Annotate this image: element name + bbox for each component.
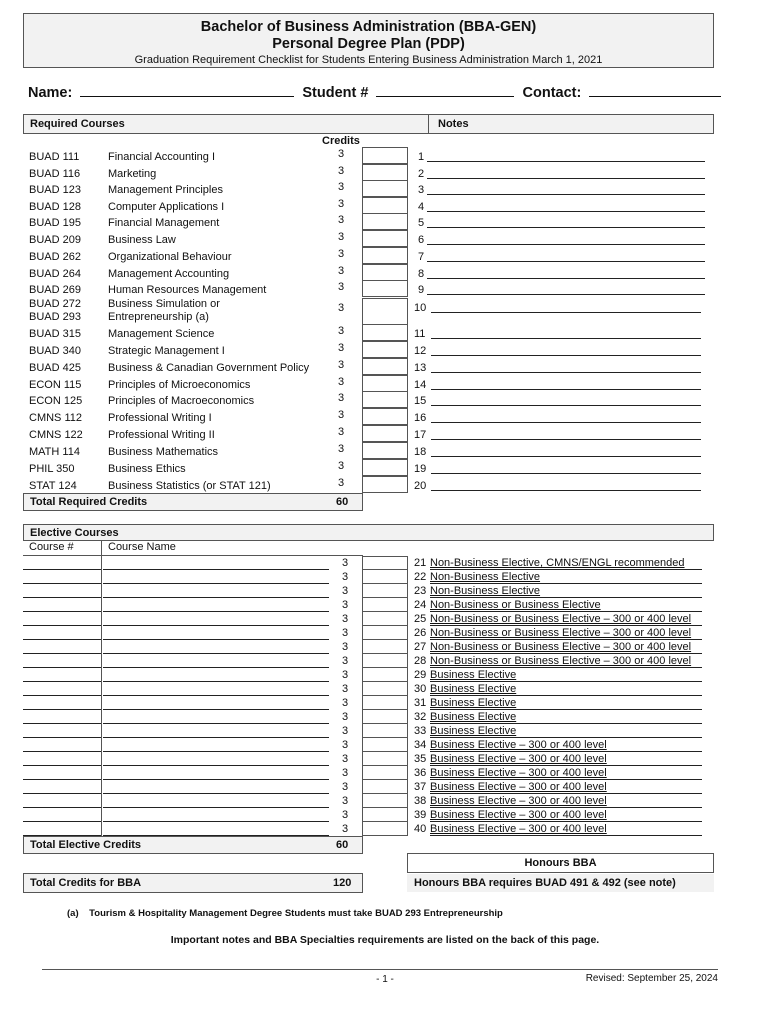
elective-grade-box[interactable]: [362, 738, 408, 752]
elective-course-name-field[interactable]: [103, 738, 329, 752]
elective-course-number-field[interactable]: [23, 710, 101, 724]
note-line[interactable]: [427, 277, 705, 279]
elective-grade-box[interactable]: [362, 556, 408, 570]
total-elective-row: [23, 836, 363, 854]
course-code: BUAD 209: [29, 234, 81, 246]
notes-header: Notes: [428, 114, 714, 134]
note-line[interactable]: [431, 311, 701, 313]
total-elective-value: 60: [336, 839, 349, 851]
elective-credits: 3: [342, 781, 349, 793]
footer-rule: [42, 969, 718, 970]
course-credits: 3: [338, 443, 345, 455]
course-name: Business Ethics: [108, 463, 186, 475]
course-code: BUAD 111: [29, 151, 80, 163]
elective-note-number: 35: [414, 753, 427, 765]
required-courses-header: Required Courses: [23, 114, 429, 134]
grade-box[interactable]: [362, 341, 408, 358]
elective-credits: 3: [342, 669, 349, 681]
elective-note-text: Non-Business Elective: [430, 585, 541, 597]
note-number: 12: [414, 345, 427, 357]
elective-note-text: Non-Business or Business Elective: [430, 599, 601, 611]
honours-note: Honours BBA requires BUAD 491 & 492 (see note): [407, 874, 714, 892]
total-required-label: Total Required Credits: [30, 496, 148, 508]
elective-grade-box[interactable]: [362, 570, 408, 584]
elective-note-number: 23: [414, 585, 427, 597]
course-name: Human Resources Management: [108, 284, 267, 296]
elective-course-name-field[interactable]: [103, 654, 329, 668]
course-credits: 3: [338, 376, 345, 388]
course-code: BUAD 262: [29, 251, 81, 263]
note-line[interactable]: [431, 371, 701, 373]
elective-course-name-field[interactable]: [103, 598, 329, 612]
elective-credits: 3: [342, 585, 349, 597]
elective-note-number: 29: [414, 669, 427, 681]
elective-course-number-field[interactable]: [23, 612, 101, 626]
elective-grade-box[interactable]: [362, 724, 408, 738]
elective-note-text: Non-Business or Business Elective – 300 or 400 level: [430, 641, 692, 653]
elective-credits: 3: [342, 739, 349, 751]
revised-date: Revised: September 25, 2024: [585, 973, 718, 984]
elective-note-text: Business Elective – 300 or 400 level: [430, 781, 607, 793]
total-required-value: 60: [336, 496, 349, 508]
elective-note-text: Business Elective – 300 or 400 level: [430, 739, 607, 751]
grade-box[interactable]: [362, 180, 408, 197]
course-credits: 3: [338, 181, 345, 193]
elective-grade-box[interactable]: [362, 808, 408, 822]
elective-course-number-field[interactable]: [23, 570, 101, 584]
grade-box[interactable]: [362, 425, 408, 442]
note-line[interactable]: [431, 337, 701, 339]
elective-course-name-field[interactable]: [103, 626, 329, 640]
note-number: 2: [418, 168, 425, 180]
elective-note-text: Business Elective – 300 or 400 level: [430, 795, 607, 807]
elective-grade-box[interactable]: [362, 822, 408, 836]
elective-note-number: 30: [414, 683, 427, 695]
course-name: Professional Writing I: [108, 412, 212, 424]
course-name: Professional Writing II: [108, 429, 215, 441]
elective-row-divider: [101, 556, 102, 570]
grade-box[interactable]: [362, 391, 408, 408]
note-line[interactable]: [427, 160, 705, 162]
elective-row-divider: [101, 598, 102, 612]
elective-note-number: 21: [414, 557, 427, 569]
document-subtitle: Personal Degree Plan (PDP): [272, 36, 465, 52]
elective-credits: 3: [342, 809, 349, 821]
course-code: BUAD 272: [29, 298, 81, 310]
elective-course-number-field[interactable]: [23, 626, 101, 640]
elective-course-name-field[interactable]: [103, 584, 329, 598]
elective-note-text: Business Elective – 300 or 400 level: [430, 767, 607, 779]
course-name: Business & Canadian Government Policy: [108, 362, 310, 374]
elective-course-name-field[interactable]: [103, 612, 329, 626]
elective-course-number-field[interactable]: [23, 752, 101, 766]
elective-note-text: Business Elective: [430, 711, 517, 723]
elective-row-divider: [101, 724, 102, 738]
elective-note-text: Non-Business or Business Elective – 300 or 400 level: [430, 655, 692, 667]
note-line[interactable]: [427, 226, 705, 228]
document-title: Bachelor of Business Administration (BBA-GEN): [200, 19, 537, 35]
note-number: 19: [414, 463, 427, 475]
elective-credits: 3: [342, 711, 349, 723]
elective-row-divider: [101, 640, 102, 654]
course-code-alt: BUAD 293: [29, 311, 81, 323]
note-number: 14: [414, 379, 427, 391]
course-code: PHIL 350: [29, 463, 75, 475]
elective-grade-box[interactable]: [362, 794, 408, 808]
elective-course-name-field[interactable]: [103, 696, 329, 710]
elective-col-course: Course #: [29, 541, 74, 553]
course-credits: 3: [338, 302, 345, 314]
course-credits: 3: [338, 198, 345, 210]
elective-course-number-field[interactable]: [23, 738, 101, 752]
elective-note-text: Non-Business or Business Elective – 300 or 400 level: [430, 613, 692, 625]
elective-grade-box[interactable]: [362, 780, 408, 794]
elective-grade-box[interactable]: [362, 584, 408, 598]
elective-course-number-field[interactable]: [23, 584, 101, 598]
elective-course-name-field[interactable]: [103, 556, 329, 570]
course-code: BUAD 269: [29, 284, 81, 296]
elective-note-number: 26: [414, 627, 427, 639]
elective-course-number-field[interactable]: [23, 766, 101, 780]
elective-course-name-field[interactable]: [103, 668, 329, 682]
elective-note-number: 38: [414, 795, 427, 807]
course-credits: 3: [338, 165, 345, 177]
elective-course-number-field[interactable]: [23, 556, 101, 570]
elective-course-number-field[interactable]: [23, 808, 101, 822]
elective-row-divider: [101, 738, 102, 752]
total-bba-value: 120: [333, 877, 352, 889]
course-code: BUAD 315: [29, 328, 81, 340]
course-credits: 3: [338, 248, 345, 260]
course-credits: 3: [338, 325, 345, 337]
note-number: 1: [418, 151, 425, 163]
course-name: Management Science: [108, 328, 215, 340]
grade-box[interactable]: [362, 324, 408, 341]
elective-note-number: 36: [414, 767, 427, 779]
name-field[interactable]: [80, 84, 294, 97]
elective-row-divider: [101, 584, 102, 598]
elective-row-divider: [101, 766, 102, 780]
honours-header: Honours BBA: [407, 853, 714, 873]
elective-note-number: 40: [414, 823, 427, 835]
course-name: Management Principles: [108, 184, 223, 196]
elective-grade-box[interactable]: [362, 682, 408, 696]
elective-row-divider: [101, 668, 102, 682]
note-number: 8: [418, 268, 425, 280]
elective-grade-box[interactable]: [362, 640, 408, 654]
elective-grade-box[interactable]: [362, 710, 408, 724]
grade-box[interactable]: [362, 280, 408, 297]
elective-course-name-field[interactable]: [103, 808, 329, 822]
student-number-field[interactable]: [376, 84, 514, 97]
elective-course-number-field[interactable]: [23, 654, 101, 668]
elective-note-text: Business Elective – 300 or 400 level: [430, 753, 607, 765]
note-line[interactable]: [427, 177, 705, 179]
elective-note-text: Non-Business or Business Elective – 300 or 400 level: [430, 627, 692, 639]
course-name: Financial Management: [108, 217, 220, 229]
elective-course-name-field[interactable]: [103, 766, 329, 780]
elective-course-name-field[interactable]: [103, 822, 329, 836]
course-code: CMNS 122: [29, 429, 83, 441]
elective-grade-box[interactable]: [362, 654, 408, 668]
note-number: 7: [418, 251, 425, 263]
elective-credits: 3: [342, 627, 349, 639]
course-name: Financial Accounting I: [108, 151, 216, 163]
elective-course-number-field[interactable]: [23, 682, 101, 696]
elective-course-number-field[interactable]: [23, 794, 101, 808]
course-name: Business Law: [108, 234, 176, 246]
elective-header-divider: [101, 541, 102, 555]
elective-grade-box[interactable]: [362, 598, 408, 612]
course-code: CMNS 112: [29, 412, 82, 424]
grade-box[interactable]: [362, 459, 408, 476]
elective-note-number: 24: [414, 599, 427, 611]
note-line[interactable]: [427, 243, 705, 245]
course-name: Business Simulation or: [108, 298, 220, 310]
note-line[interactable]: [431, 489, 701, 491]
course-credits: 3: [338, 231, 345, 243]
elective-row-divider: [101, 570, 102, 584]
elective-credits: 3: [342, 641, 349, 653]
elective-note-text: Business Elective: [430, 725, 517, 737]
grade-box[interactable]: [362, 197, 408, 214]
note-line[interactable]: [431, 404, 701, 406]
elective-grade-box[interactable]: [362, 696, 408, 710]
course-code: BUAD 116: [29, 168, 81, 180]
elective-row-divider: [101, 794, 102, 808]
elective-course-number-field[interactable]: [23, 668, 101, 682]
elective-course-name-field[interactable]: [103, 682, 329, 696]
course-name: Business Mathematics: [108, 446, 219, 458]
identity-line: [28, 84, 721, 101]
note-number: 20: [414, 480, 427, 492]
elective-row-divider: [101, 696, 102, 710]
elective-course-name-field[interactable]: [103, 710, 329, 724]
course-code: BUAD 123: [29, 184, 81, 196]
note-number: 15: [414, 395, 427, 407]
elective-row-divider: [101, 822, 102, 836]
elective-note-text: Business Elective – 300 or 400 level: [430, 823, 607, 835]
elective-note-number: 34: [414, 739, 427, 751]
elective-note-text: Business Elective: [430, 683, 517, 695]
course-name: Computer Applications I: [108, 201, 225, 213]
note-number: 6: [418, 234, 425, 246]
elective-course-number-field[interactable]: [23, 598, 101, 612]
elective-course-name-field[interactable]: [103, 752, 329, 766]
elective-courses-header: Elective Courses: [23, 524, 714, 541]
elective-grade-box[interactable]: [362, 626, 408, 640]
elective-credits: 3: [342, 613, 349, 625]
course-code: STAT 124: [29, 480, 77, 492]
grade-box[interactable]: [362, 147, 408, 164]
note-line[interactable]: [431, 421, 701, 423]
note-line[interactable]: [431, 354, 701, 356]
note-number: 3: [418, 184, 425, 196]
important-note: Important notes and BBA Specialties requirements are listed on the back of this page.: [170, 934, 600, 946]
elective-course-name-field[interactable]: [103, 780, 329, 794]
elective-col-name: Course Name: [108, 541, 176, 553]
elective-course-name-field[interactable]: [103, 724, 329, 738]
course-credits: 3: [338, 392, 345, 404]
grade-box[interactable]: [362, 164, 408, 181]
elective-credits: 3: [342, 795, 349, 807]
elective-note-text: Business Elective: [430, 669, 517, 681]
grade-box[interactable]: [362, 442, 408, 459]
elective-note-text: Non-Business Elective: [430, 571, 541, 583]
elective-row-divider: [101, 780, 102, 794]
elective-credits: 3: [342, 655, 349, 667]
elective-note-number: 31: [414, 697, 427, 709]
course-credits: 3: [338, 214, 345, 226]
note-line[interactable]: [427, 193, 705, 195]
elective-credits: 3: [342, 697, 349, 709]
course-credits: 3: [338, 148, 345, 160]
note-number: 5: [418, 217, 425, 229]
grade-box[interactable]: [362, 247, 408, 264]
elective-note-number: 25: [414, 613, 427, 625]
note-number: 10: [414, 302, 427, 314]
checklist-description: Graduation Requirement Checklist for Students Entering Business Administration March 1, 2021: [134, 54, 603, 66]
elective-row-divider: [101, 752, 102, 766]
elective-credits: 3: [342, 767, 349, 779]
elective-course-number-field[interactable]: [23, 780, 101, 794]
contact-field[interactable]: [589, 84, 721, 97]
note-line[interactable]: [427, 293, 705, 295]
grade-box[interactable]: [362, 230, 408, 247]
elective-credits: 3: [342, 823, 349, 835]
elective-credits: 3: [342, 599, 349, 611]
course-code: ECON 125: [29, 395, 83, 407]
elective-note-number: 28: [414, 655, 427, 667]
note-line[interactable]: [431, 438, 701, 440]
course-code: ECON 115: [29, 379, 82, 391]
note-number: 9: [418, 284, 425, 296]
grade-box[interactable]: [362, 476, 408, 493]
elective-row-divider: [101, 612, 102, 626]
course-code: BUAD 340: [29, 345, 81, 357]
elective-credits: 3: [342, 725, 349, 737]
course-credits: 3: [338, 460, 345, 472]
elective-grade-box[interactable]: [362, 612, 408, 626]
total-required-row: [23, 493, 363, 511]
course-name: Marketing: [108, 168, 157, 180]
course-name: Organizational Behaviour: [108, 251, 232, 263]
name-label: Name:: [28, 85, 73, 101]
elective-credits: 3: [342, 753, 349, 765]
note-number: 16: [414, 412, 427, 424]
note-number: 4: [418, 201, 425, 213]
note-number: 13: [414, 362, 427, 374]
course-code: BUAD 128: [29, 201, 81, 213]
elective-credits: 3: [342, 557, 349, 569]
note-line[interactable]: [427, 260, 705, 262]
course-code: BUAD 425: [29, 362, 81, 374]
elective-row-divider: [101, 626, 102, 640]
elective-row-divider: [101, 682, 102, 696]
course-name: Management Accounting: [108, 268, 230, 280]
student-label: Student #: [302, 85, 369, 101]
elective-note-text: Business Elective – 300 or 400 level: [430, 809, 607, 821]
note-line[interactable]: [431, 388, 701, 390]
elective-note-number: 32: [414, 711, 427, 723]
elective-course-number-field[interactable]: [23, 640, 101, 654]
course-code: BUAD 195: [29, 217, 81, 229]
page-number: - 1 -: [376, 974, 394, 985]
elective-note-number: 27: [414, 641, 427, 653]
note-line[interactable]: [427, 210, 705, 212]
contact-label: Contact:: [522, 85, 582, 101]
course-credits: 3: [338, 477, 345, 489]
credits-column-header: Credits: [322, 135, 360, 147]
course-credits: 3: [338, 426, 345, 438]
course-name: Business Statistics (or STAT 121): [108, 480, 271, 492]
course-credits: 3: [338, 359, 345, 371]
course-code: MATH 114: [29, 446, 80, 458]
elective-note-number: 37: [414, 781, 427, 793]
course-code: BUAD 264: [29, 268, 81, 280]
course-credits: 3: [338, 342, 345, 354]
elective-course-name-field[interactable]: [103, 640, 329, 654]
course-name-alt: Entrepreneurship (a): [108, 311, 209, 323]
grade-box[interactable]: [362, 408, 408, 425]
total-elective-label: Total Elective Credits: [30, 839, 142, 851]
course-name: Principles of Microeconomics: [108, 379, 251, 391]
elective-note-number: 33: [414, 725, 427, 737]
grade-box[interactable]: [362, 375, 408, 392]
note-number: 18: [414, 446, 427, 458]
grade-box[interactable]: [362, 298, 408, 325]
elective-note-number: 22: [414, 571, 427, 583]
note-line[interactable]: [431, 455, 701, 457]
elective-course-number-field[interactable]: [23, 724, 101, 738]
course-credits: 3: [338, 409, 345, 421]
course-credits: 3: [338, 281, 345, 293]
note-line[interactable]: [431, 472, 701, 474]
elective-course-number-field[interactable]: [23, 696, 101, 710]
elective-credits: 3: [342, 571, 349, 583]
elective-grade-box[interactable]: [362, 668, 408, 682]
note-number: 17: [414, 429, 427, 441]
elective-grade-box[interactable]: [362, 766, 408, 780]
grade-box[interactable]: [362, 358, 408, 375]
elective-note-text: Business Elective: [430, 697, 517, 709]
document-header: [23, 13, 714, 68]
elective-row-divider: [101, 710, 102, 724]
footnote-a: (a) Tourism & Hospitality Management Degree Students must take BUAD 293 Entrepreneurship: [67, 908, 503, 919]
grade-box[interactable]: [362, 264, 408, 281]
total-bba-row: [23, 873, 363, 893]
course-name: Principles of Macroeconomics: [108, 395, 255, 407]
total-bba-label: Total Credits for BBA: [30, 877, 142, 889]
course-name: Strategic Management I: [108, 345, 225, 357]
elective-row-divider: [101, 654, 102, 668]
elective-grade-box[interactable]: [362, 752, 408, 766]
elective-note-text: Non-Business Elective, CMNS/ENGL recommended: [430, 557, 685, 569]
elective-row-divider: [101, 808, 102, 822]
elective-credits: 3: [342, 683, 349, 695]
grade-box[interactable]: [362, 213, 408, 230]
course-credits: 3: [338, 265, 345, 277]
elective-course-number-field[interactable]: [23, 822, 101, 836]
elective-course-name-field[interactable]: [103, 794, 329, 808]
elective-note-number: 39: [414, 809, 427, 821]
elective-course-name-field[interactable]: [103, 570, 329, 584]
note-number: 11: [414, 328, 426, 340]
